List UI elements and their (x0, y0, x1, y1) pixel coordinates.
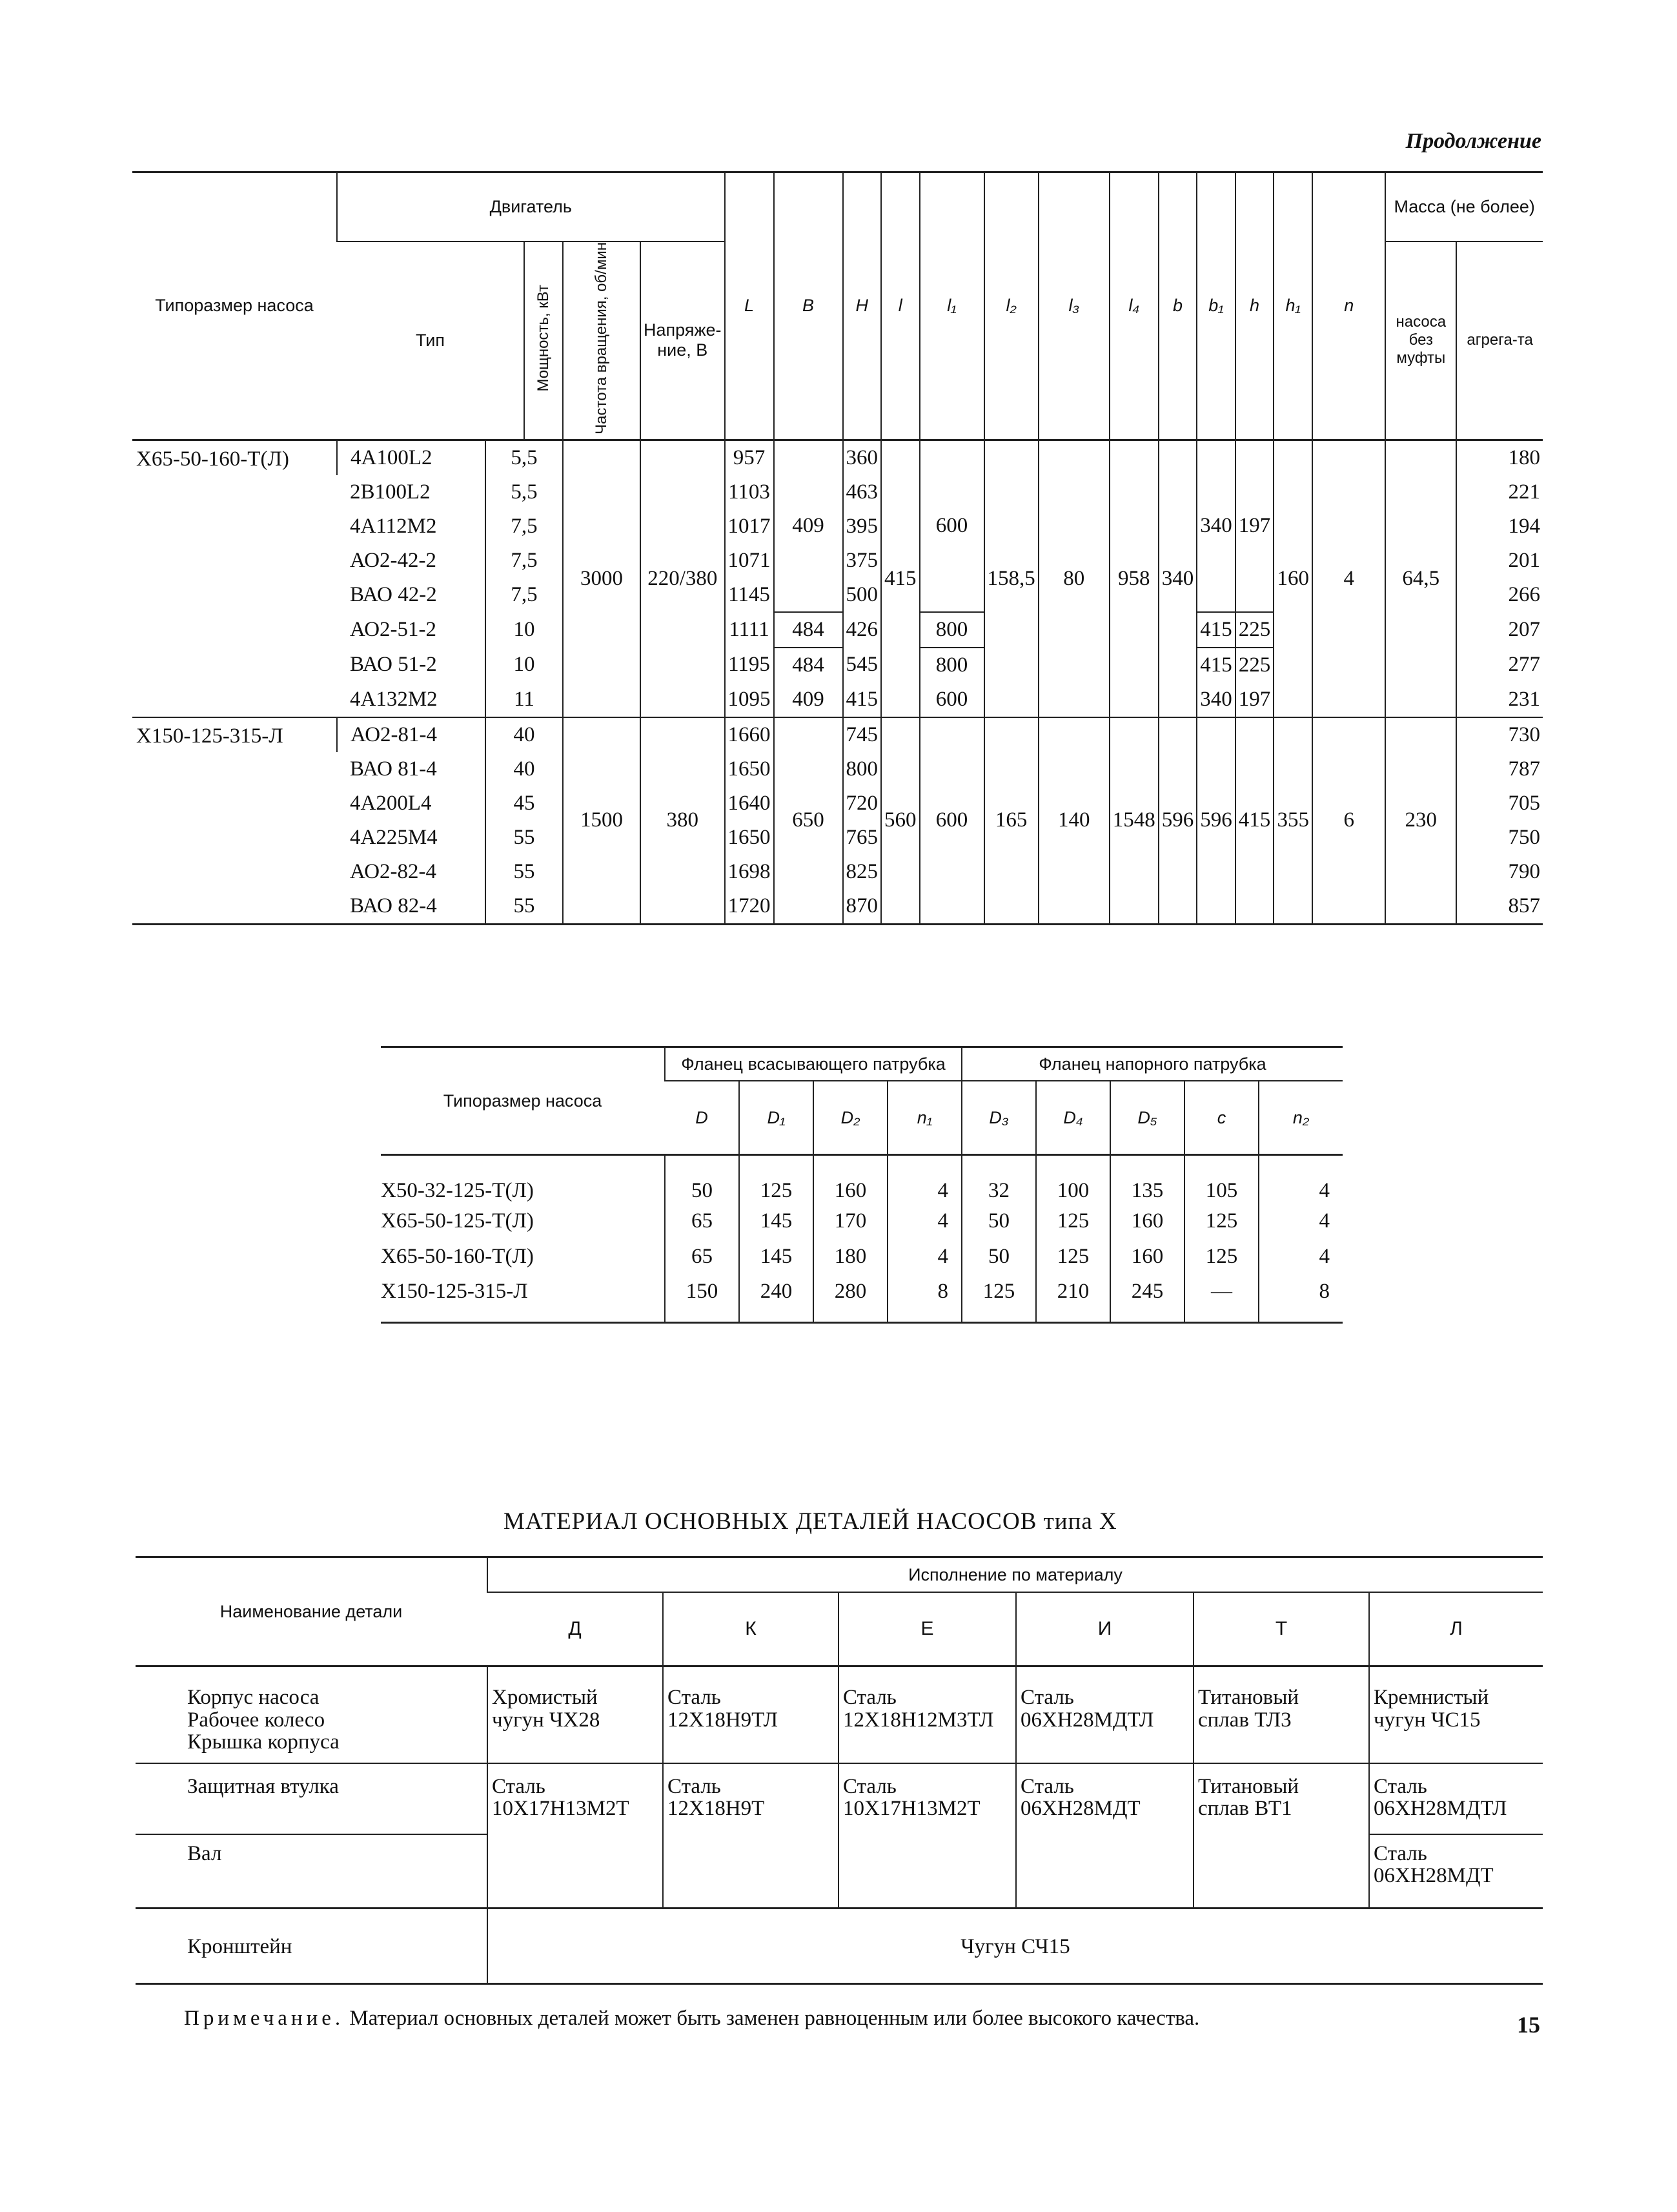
material-line: 06ХН28МДТ (1374, 1864, 1494, 1888)
dim-L: 1698 (725, 855, 774, 889)
material-line: 12Х18Н9Т (667, 1797, 765, 1821)
dim-L: 1650 (725, 752, 774, 786)
material-line: сплав ТЛ3 (1198, 1708, 1292, 1732)
material-line: 10Х17Н13М2Т (843, 1797, 981, 1821)
header-power: Мощность, кВт (534, 285, 552, 392)
dim-b: 340 (1159, 440, 1197, 717)
material-L (1369, 1666, 1543, 1763)
engine-type: АО2-81-4 (337, 717, 485, 752)
value-D3: 32 (962, 1155, 1036, 1203)
dim-n: 4 (1312, 440, 1385, 717)
material-I (1016, 1763, 1194, 1909)
value-D2: 170 (813, 1203, 888, 1239)
dim-l1: 800 (920, 612, 984, 648)
value-D3: 50 (962, 1203, 1036, 1239)
material-E (838, 1763, 1016, 1909)
dim-L: 1095 (725, 682, 774, 717)
header-D2: D₂ (813, 1081, 888, 1155)
value-D: 65 (665, 1239, 739, 1275)
header-b1: b₁ (1197, 172, 1235, 440)
engine-type: АО2-42-2 (350, 548, 436, 572)
dim-l3: 80 (1039, 440, 1110, 717)
value-n2: 8 (1259, 1275, 1343, 1323)
value-n1: 4 (888, 1203, 962, 1239)
value-c: — (1184, 1275, 1259, 1323)
material-E (838, 1666, 1016, 1763)
power: 5,5 (485, 440, 563, 475)
header-mass: Масса (не более) (1385, 172, 1543, 242)
header-l1: l₁ (920, 172, 984, 440)
material-K (663, 1763, 838, 1909)
table-row (132, 717, 1543, 752)
header-discharge-flange: Фланец напорного патрубка (962, 1047, 1343, 1081)
material-line: Сталь (1021, 1774, 1074, 1798)
footnote (184, 2007, 1199, 2031)
dim-b: 596 (1159, 717, 1197, 925)
power: 7,5 (485, 544, 563, 578)
dim-L: 1660 (725, 717, 774, 752)
material-line: Хромистый (492, 1686, 598, 1709)
engine-type: АО2-82-4 (350, 859, 436, 883)
dim-B: 409 (774, 682, 843, 717)
continuation-label: Продолжение (1405, 129, 1541, 153)
header-l: l (881, 172, 920, 440)
dim-h: 197 (1235, 682, 1274, 717)
value-D5: 160 (1110, 1239, 1184, 1275)
engine-type: ВАО 51-2 (350, 653, 437, 677)
material-line: Титановый (1198, 1774, 1299, 1798)
value-c: 125 (1184, 1239, 1259, 1275)
header-c: c (1184, 1081, 1259, 1155)
header-suction-flange: Фланец всасывающего патрубка (665, 1047, 962, 1081)
dim-h1: 355 (1274, 717, 1312, 925)
header-h: h (1235, 172, 1274, 440)
mass-unit: 194 (1456, 509, 1543, 544)
header-variant-T: Т (1194, 1592, 1369, 1666)
table-row (381, 1239, 1343, 1275)
dim-l: 560 (881, 717, 920, 925)
dim-H: 870 (843, 889, 882, 925)
mass-unit: 705 (1456, 786, 1543, 821)
power: 11 (485, 682, 563, 717)
mass-pump: 64,5 (1385, 440, 1456, 717)
dim-B: 409 (774, 440, 843, 612)
value-D4: 125 (1036, 1239, 1110, 1275)
dim-H: 463 (843, 475, 882, 509)
materials-table-title: МАТЕРИАЛ ОСНОВНЫХ ДЕТАЛЕЙ НАСОСОВ типа Х (503, 1508, 1117, 1535)
pump-size: Х150-125-315-Л (136, 724, 283, 748)
dim-L: 1640 (725, 786, 774, 821)
dim-L: 1103 (725, 475, 774, 509)
value-D3: 50 (962, 1239, 1036, 1275)
dim-L: 1071 (725, 544, 774, 578)
dim-B: 484 (774, 648, 843, 682)
header-D3: D₃ (962, 1081, 1036, 1155)
power: 45 (485, 786, 563, 821)
material-line: чугун ЧХ28 (492, 1708, 600, 1732)
dim-L: 1195 (725, 648, 774, 682)
value-n2: 4 (1259, 1203, 1343, 1239)
engine-type: 4А100L2 (337, 440, 485, 475)
engine-type: ВАО 81-4 (350, 757, 437, 781)
value-D: 150 (665, 1275, 739, 1323)
value-D: 65 (665, 1203, 739, 1239)
header-D4: D₄ (1036, 1081, 1110, 1155)
dim-L: 1720 (725, 889, 774, 925)
header-B: B (774, 172, 843, 440)
dim-L: 1111 (725, 612, 774, 648)
header-D1: D₁ (739, 1081, 813, 1155)
material-line: сплав ВТ1 (1198, 1797, 1292, 1821)
table-row (132, 440, 1543, 475)
engine-type: 4А132М2 (350, 687, 438, 711)
material-line: Титановый (1198, 1686, 1299, 1709)
material-bracket: Чугун СЧ15 (487, 1909, 1543, 1984)
header-D: D (695, 1107, 708, 1127)
flange-dimensions-table (381, 1046, 1343, 1324)
value-D2: 180 (813, 1239, 888, 1275)
power: 7,5 (485, 509, 563, 544)
material-line: Кремнистый (1374, 1686, 1489, 1709)
table-row (381, 1203, 1343, 1239)
engine-type: 4А200L4 (350, 791, 432, 815)
mass-unit: 221 (1456, 475, 1543, 509)
material-T (1194, 1763, 1369, 1909)
table-row (381, 1275, 1343, 1323)
table-row (381, 1155, 1343, 1203)
dim-H: 765 (843, 821, 882, 855)
power: 40 (485, 717, 563, 752)
material-L (1369, 1834, 1543, 1909)
header-D5: D₅ (1110, 1081, 1184, 1155)
header-engine: Двигатель (337, 172, 725, 242)
engine-type: ВАО 42-2 (350, 582, 437, 606)
dim-h: 197 (1235, 440, 1274, 612)
value-D5: 245 (1110, 1275, 1184, 1323)
header-variant-K: К (663, 1592, 838, 1666)
voltage: 380 (640, 717, 725, 925)
part-shaft: Вал (187, 1841, 222, 1865)
dim-H: 426 (843, 612, 882, 648)
page-number: 15 (1517, 2012, 1540, 2038)
value-D1: 145 (739, 1239, 813, 1275)
dim-h: 225 (1235, 612, 1274, 648)
power: 55 (485, 889, 563, 925)
material-line: Сталь (492, 1774, 545, 1798)
footnote-text: Материал основных деталей может быть заменен равноценным или более высокого качества. (349, 2007, 1200, 2030)
header-L: L (725, 172, 774, 440)
header-l4: l₄ (1110, 172, 1159, 440)
dim-b1: 340 (1197, 682, 1235, 717)
pump-size: Х50-32-125-Т(Л) (381, 1178, 534, 1202)
dim-H: 395 (843, 509, 882, 544)
dim-L: 957 (725, 440, 774, 475)
dim-l4: 1548 (1110, 717, 1159, 925)
material-line: 06ХН28МДТ (1021, 1797, 1141, 1821)
dim-b1: 415 (1197, 612, 1235, 648)
mass-unit: 201 (1456, 544, 1543, 578)
header-pump: Типоразмер насоса (443, 1091, 602, 1111)
header-variant-L: Л (1369, 1592, 1543, 1666)
table-row (136, 1666, 1543, 1763)
engine-type: 4А112М2 (350, 514, 437, 538)
dim-b1: 340 (1197, 440, 1235, 612)
dim-H: 800 (843, 752, 882, 786)
value-n2: 4 (1259, 1239, 1343, 1275)
value-n1: 4 (888, 1239, 962, 1275)
header-pump: Типоразмер насоса (155, 296, 314, 316)
pump-size: Х65-50-160-Т(Л) (381, 1244, 534, 1268)
material-line: Сталь (843, 1686, 897, 1709)
header-voltage: Напряже-ние, В (640, 241, 725, 440)
value-D5: 160 (1110, 1203, 1184, 1239)
part-housing: Корпус насоса (187, 1686, 320, 1709)
material-line: 10Х17Н13М2Т (492, 1797, 629, 1821)
material-line: 06ХН28МДТЛ (1374, 1797, 1507, 1821)
dim-H: 500 (843, 578, 882, 612)
value-n1: 8 (888, 1275, 962, 1323)
material-D (487, 1763, 663, 1909)
dim-B: 484 (774, 612, 843, 648)
header-mass-pump: насоса без муфты (1385, 241, 1456, 440)
dim-l3: 140 (1039, 717, 1110, 925)
header-part-name: Наименование детали (219, 1601, 403, 1621)
speed: 1500 (563, 717, 640, 925)
value-D4: 100 (1036, 1155, 1110, 1203)
engine-type: 4А225М4 (350, 825, 438, 849)
dim-l: 415 (881, 440, 920, 717)
part-impeller: Рабочее колесо (187, 1708, 325, 1732)
dim-L: 1650 (725, 821, 774, 855)
part-cover: Крышка корпуса (187, 1730, 340, 1754)
mass-unit: 231 (1456, 682, 1543, 717)
power: 5,5 (485, 475, 563, 509)
table-row (136, 1909, 1543, 1984)
dim-l1: 600 (920, 717, 984, 925)
value-D: 50 (665, 1155, 739, 1203)
pump-size: Х65-50-160-Т(Л) (136, 447, 289, 471)
value-n1: 4 (888, 1155, 962, 1203)
dim-L: 1145 (725, 578, 774, 612)
header-speed: Частота вращения, об/мин (593, 242, 610, 435)
dim-H: 415 (843, 682, 882, 717)
value-D2: 280 (813, 1275, 888, 1323)
dim-n: 6 (1312, 717, 1385, 925)
dim-l1: 600 (920, 440, 984, 612)
dim-H: 545 (843, 648, 882, 682)
value-D1: 240 (739, 1275, 813, 1323)
mass-unit: 207 (1456, 612, 1543, 648)
header-n2: n₂ (1259, 1081, 1343, 1155)
material-K (663, 1666, 838, 1763)
value-c: 125 (1184, 1203, 1259, 1239)
header-n: n (1312, 172, 1385, 440)
power: 40 (485, 752, 563, 786)
pump-engine-dimensions-table (132, 171, 1543, 925)
engine-type: АО2-51-2 (350, 617, 436, 641)
header-material-variant: Исполнение по материалу (487, 1557, 1543, 1593)
material-T (1194, 1666, 1369, 1763)
voltage: 220/380 (640, 440, 725, 717)
dim-b1: 415 (1197, 648, 1235, 682)
dim-H: 375 (843, 544, 882, 578)
header-l2: l₂ (984, 172, 1039, 440)
material-D (487, 1666, 663, 1763)
dim-h: 415 (1235, 717, 1274, 925)
value-D5: 135 (1110, 1155, 1184, 1203)
header-h1: h₁ (1274, 172, 1312, 440)
power: 55 (485, 855, 563, 889)
material-line: Сталь (667, 1774, 721, 1798)
value-D1: 125 (739, 1155, 813, 1203)
engine-type: ВАО 82-4 (350, 894, 437, 917)
material-line: Сталь (667, 1686, 721, 1709)
dim-H: 745 (843, 717, 882, 752)
material-line: 12Х18Н9ТЛ (667, 1708, 778, 1732)
value-D1: 145 (739, 1203, 813, 1239)
dim-H: 360 (843, 440, 882, 475)
materials-table (136, 1556, 1543, 1985)
mass-unit: 790 (1456, 855, 1543, 889)
dim-b1: 596 (1197, 717, 1235, 925)
mass-unit: 750 (1456, 821, 1543, 855)
power: 55 (485, 821, 563, 855)
mass-pump: 230 (1385, 717, 1456, 925)
dim-l4: 958 (1110, 440, 1159, 717)
header-variant-I: И (1016, 1592, 1194, 1666)
mass-unit: 730 (1456, 717, 1543, 752)
mass-unit: 180 (1456, 440, 1543, 475)
material-L (1369, 1763, 1543, 1834)
value-D3: 125 (962, 1275, 1036, 1323)
header-mass-unit: агрега-та (1456, 241, 1543, 440)
header-b: b (1159, 172, 1197, 440)
mass-unit: 787 (1456, 752, 1543, 786)
dim-h: 225 (1235, 648, 1274, 682)
value-D4: 125 (1036, 1203, 1110, 1239)
material-line: чугун ЧС15 (1374, 1708, 1481, 1732)
pump-size: Х65-50-125-Т(Л) (381, 1209, 534, 1233)
footnote-label: Примечание. (184, 2007, 345, 2030)
engine-type: 2В100L2 (350, 480, 431, 504)
dim-l1: 800 (920, 648, 984, 682)
mass-unit: 266 (1456, 578, 1543, 612)
dim-L: 1017 (725, 509, 774, 544)
header-type: Тип (415, 330, 445, 350)
part-bracket: Кронштейн (136, 1909, 487, 1984)
dim-B: 650 (774, 717, 843, 925)
material-line: Сталь (1021, 1686, 1074, 1709)
material-line: 12Х18Н12М3ТЛ (843, 1708, 994, 1732)
header-n1: n₁ (888, 1081, 962, 1155)
value-D4: 210 (1036, 1275, 1110, 1323)
dim-l2: 165 (984, 717, 1039, 925)
dim-l1: 600 (920, 682, 984, 717)
material-line: Сталь (1374, 1774, 1427, 1798)
value-D2: 160 (813, 1155, 888, 1203)
material-line: Сталь (843, 1774, 897, 1798)
header-variant-D: Д (568, 1618, 582, 1639)
pump-size: Х150-125-315-Л (381, 1279, 528, 1303)
dim-H: 720 (843, 786, 882, 821)
power: 10 (485, 612, 563, 648)
speed: 3000 (563, 440, 640, 717)
power: 7,5 (485, 578, 563, 612)
value-n2: 4 (1259, 1155, 1343, 1203)
dim-H: 825 (843, 855, 882, 889)
dim-l2: 158,5 (984, 440, 1039, 717)
header-l3: l₃ (1039, 172, 1110, 440)
value-c: 105 (1184, 1155, 1259, 1203)
power: 10 (485, 648, 563, 682)
material-line: Сталь (1374, 1841, 1427, 1865)
header-H: H (843, 172, 882, 440)
header-variant-E: Е (838, 1592, 1016, 1666)
material-I (1016, 1666, 1194, 1763)
material-line: 06ХН28МДТЛ (1021, 1708, 1154, 1732)
dim-h1: 160 (1274, 440, 1312, 717)
table-row (136, 1763, 1543, 1834)
mass-unit: 277 (1456, 648, 1543, 682)
part-sleeve: Защитная втулка (136, 1763, 487, 1834)
mass-unit: 857 (1456, 889, 1543, 925)
